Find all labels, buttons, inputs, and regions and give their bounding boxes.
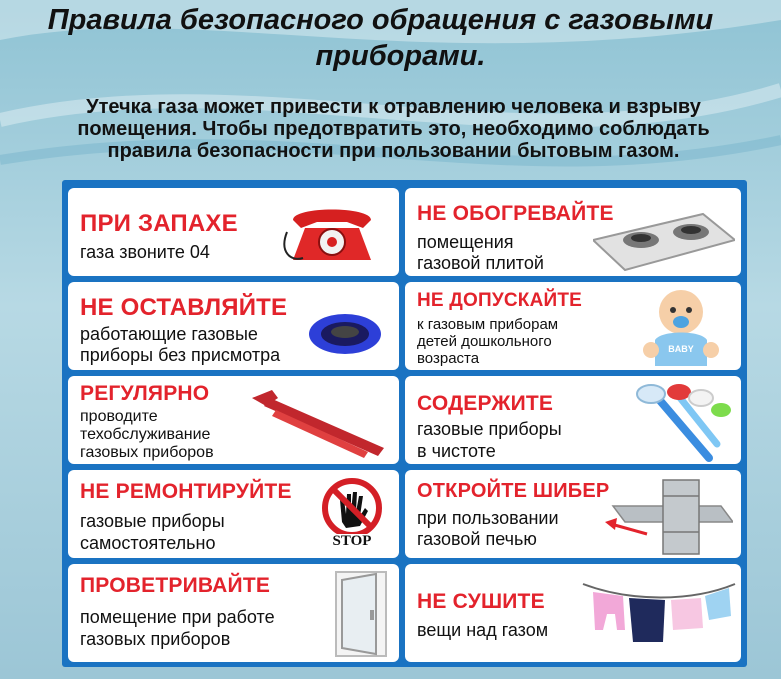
cleaning-brushes-icon (621, 380, 733, 462)
intro-text (6, 96, 781, 162)
window-icon (332, 570, 390, 658)
rule-heading: ПРИ ЗАПАХЕ (80, 210, 238, 237)
pipe-wrench-icon (248, 384, 396, 460)
clothesline-icon (581, 570, 737, 656)
rule-card-ventilate (68, 564, 399, 662)
rule-heading: ОТКРОЙТЕ ШИБЕР (417, 480, 610, 502)
rule-card-no-drying (405, 564, 741, 662)
rule-heading: НЕ РЕМОНТИРУЙТЕ (80, 480, 292, 503)
rule-text: газа звоните 04 (80, 242, 210, 262)
title-line-2: приборами. (315, 40, 486, 72)
intro-line-2: помещения. Чтобы предотвратить это, необходимо соблюдать (77, 118, 710, 140)
intro-line-1: Утечка газа может привести к отравлению человека и взрыву (86, 96, 701, 118)
baby-icon (641, 286, 721, 368)
page-title (0, 2, 781, 74)
rule-card-unattended (68, 282, 399, 370)
rule-heading: НЕ СУШИТЕ (417, 590, 545, 613)
rule-text: помещение при работе газовых приборов (80, 607, 275, 649)
rule-text: газовые приборы в чистоте (417, 419, 562, 461)
rule-card-service (68, 376, 399, 464)
telephone-icon (283, 202, 381, 266)
rule-heading: ПРОВЕТРИВАЙТЕ (80, 574, 271, 597)
baby-label: BABY (668, 344, 694, 354)
rule-text: к газовым приборам детей дошкольного возраста (417, 316, 559, 367)
chimney-damper-icon (601, 476, 733, 556)
rule-card-damper (405, 470, 741, 558)
rule-heading: РЕГУЛЯРНО (80, 382, 210, 405)
stop-label: STOP (332, 533, 372, 549)
gas-burner-flame-icon (306, 302, 384, 360)
stop-hand-icon (318, 478, 386, 552)
rule-text: работающие газовые приборы без присмотра (80, 324, 281, 365)
rule-heading: СОДЕРЖИТЕ (417, 392, 554, 415)
rule-text: проводите техобслуживание газовых приборов (80, 408, 214, 461)
rule-card-no-heating (405, 188, 741, 276)
rule-card-smell (68, 188, 399, 276)
rule-text: вещи над газом (417, 620, 549, 640)
gas-stove-icon (593, 210, 735, 272)
rule-text: газовые приборы самостоятельно (80, 511, 225, 553)
title-line-1: Правила безопасного обращения с газовыми (47, 4, 714, 36)
rule-text: при пользовании газовой печью (417, 508, 559, 549)
rules-board (62, 180, 747, 667)
rule-heading: НЕ ОБОГРЕВАЙТЕ (417, 202, 614, 225)
rule-text: помещения газовой плитой (417, 232, 544, 273)
rule-card-children (405, 282, 741, 370)
rule-heading: НЕ ДОПУСКАЙТЕ (417, 290, 583, 311)
rule-heading: НЕ ОСТАВЛЯЙТЕ (80, 294, 288, 321)
rule-card-clean (405, 376, 741, 464)
rule-card-no-repair (68, 470, 399, 558)
intro-line-3: правила безопасности при пользовании бытовым газом. (107, 140, 680, 162)
